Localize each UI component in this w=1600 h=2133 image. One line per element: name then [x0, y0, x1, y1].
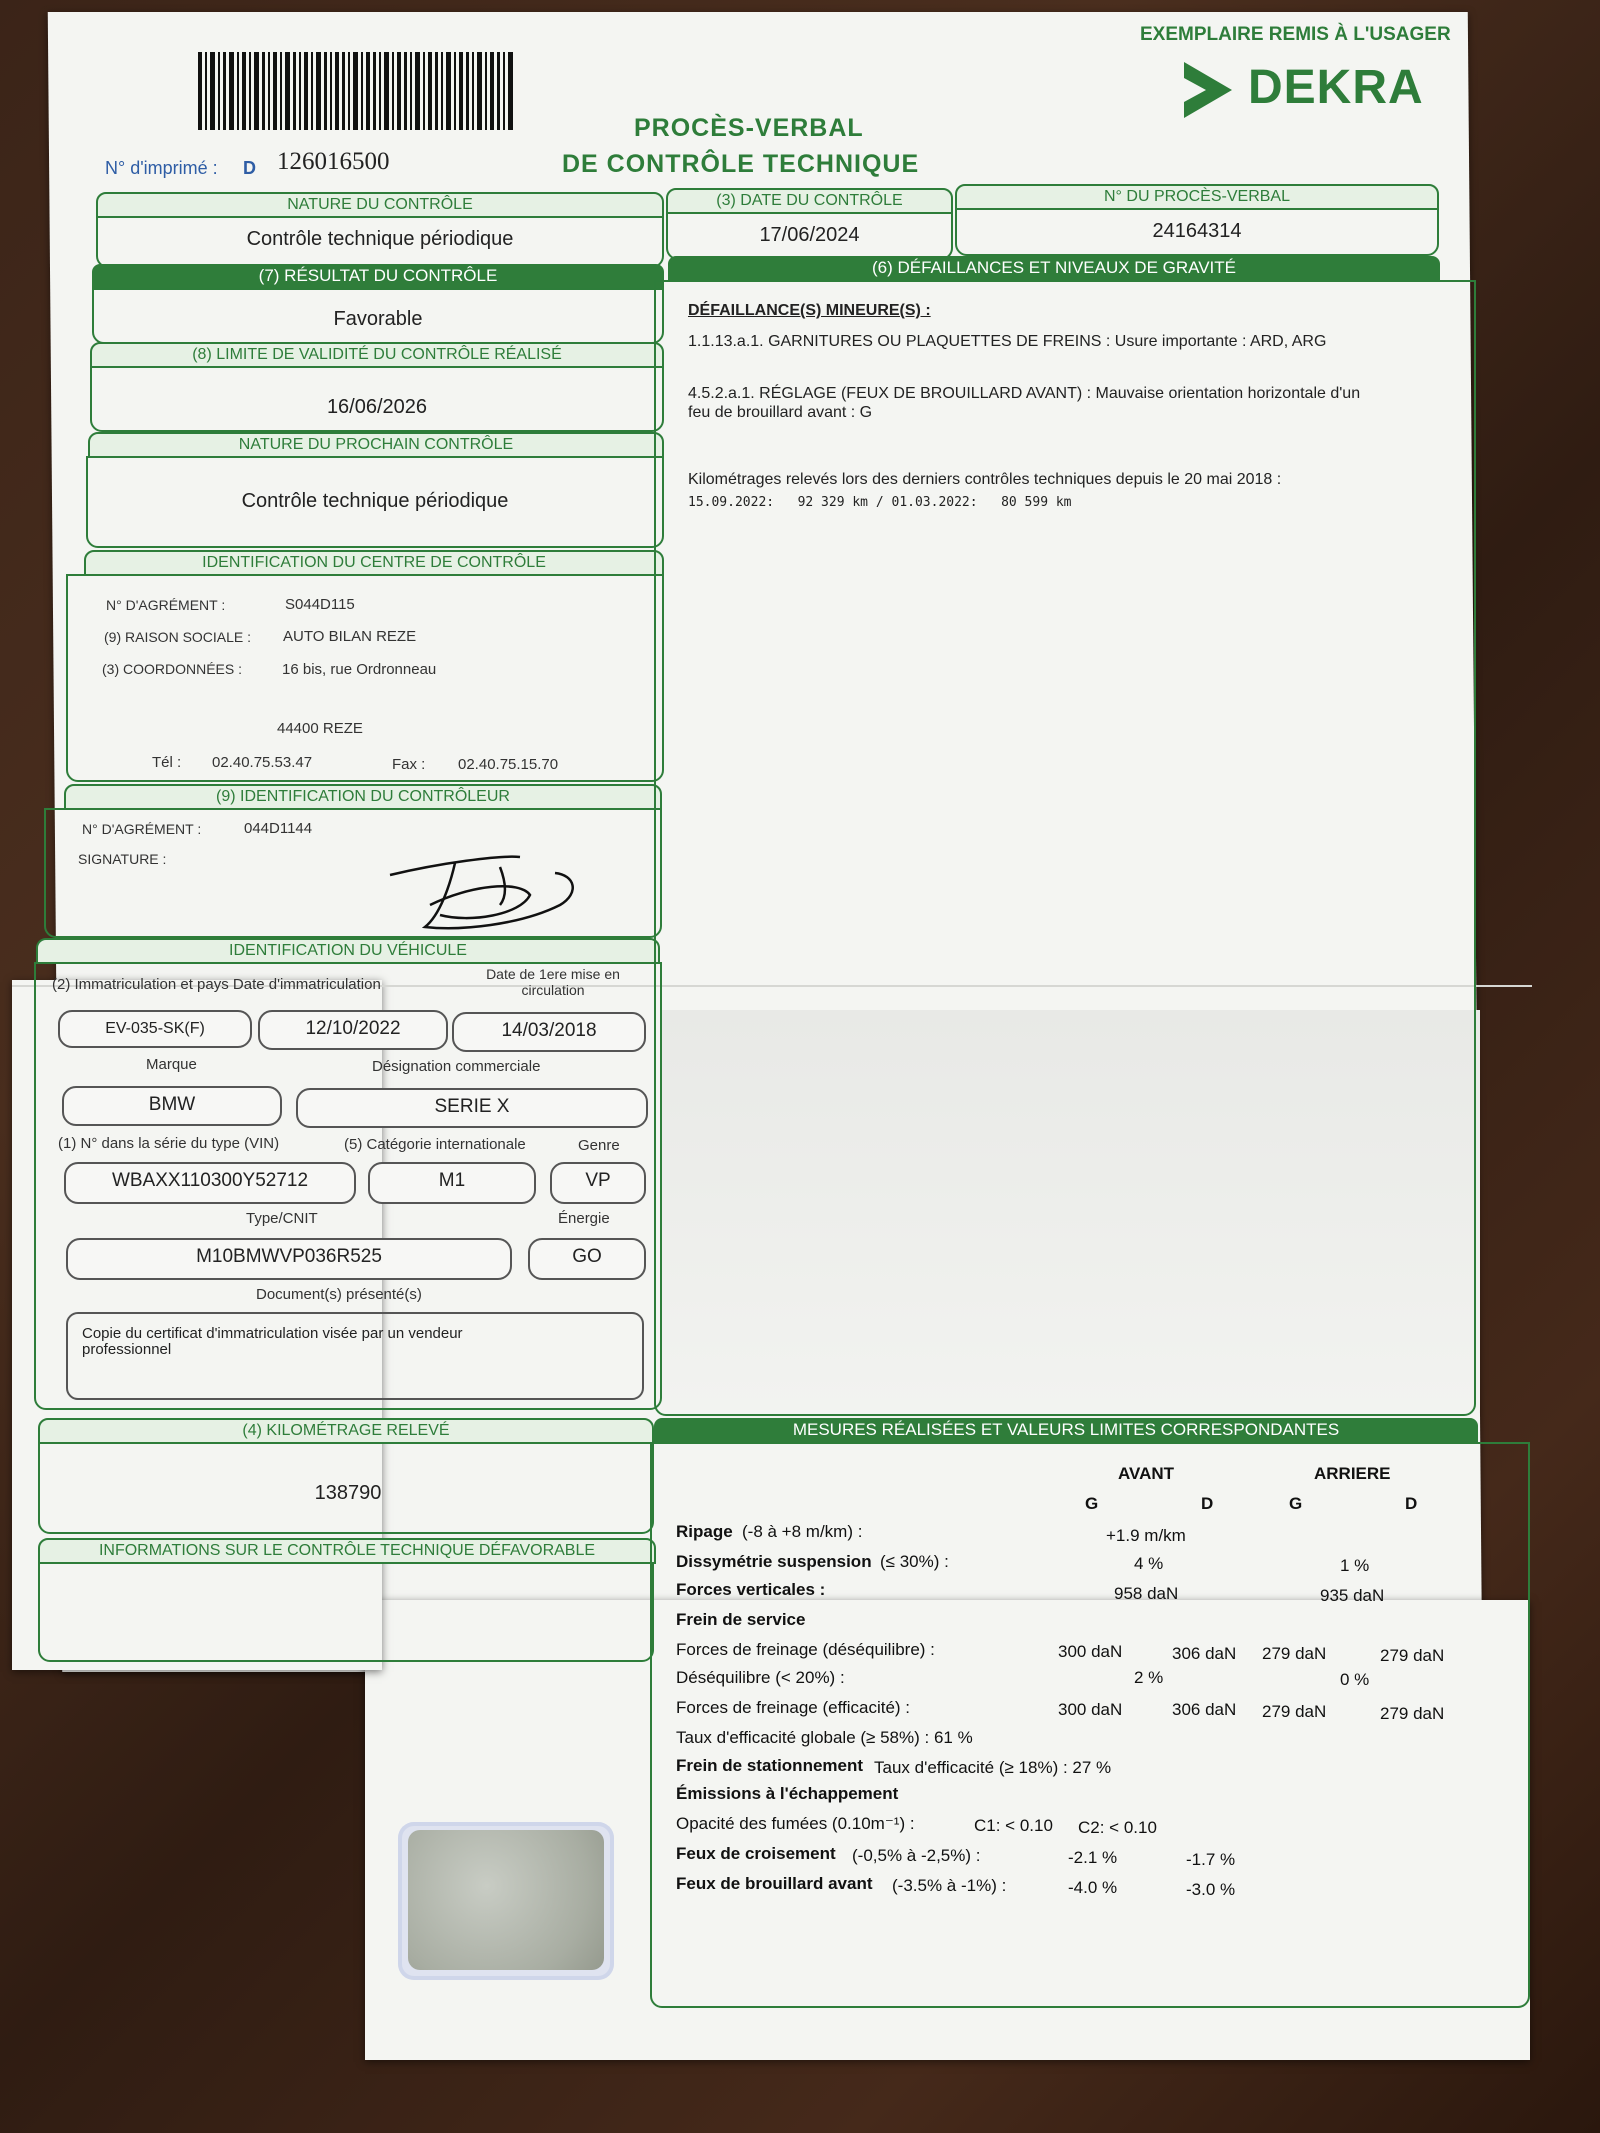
- ff-eff-4: 279 daN: [1380, 1704, 1445, 1723]
- date-header: (3) DATE DU CONTRÔLE: [666, 188, 953, 214]
- prochain-header: NATURE DU PROCHAIN CONTRÔLE: [88, 432, 664, 458]
- centre-agrement-label: N° D'AGRÉMENT :: [106, 597, 226, 613]
- ff-deseq-label: Forces de freinage (déséquilibre) :: [676, 1640, 935, 1659]
- marque-field: BMW: [62, 1086, 282, 1126]
- type-label: Type/CNIT: [246, 1210, 318, 1227]
- controleur-header: (9) IDENTIFICATION DU CONTRÔLEUR: [64, 784, 662, 810]
- barcode: [198, 52, 516, 130]
- nature-header: NATURE DU CONTRÔLE: [96, 192, 664, 218]
- croisement-label: Feux de croisement: [676, 1844, 836, 1863]
- docs-label: Document(s) présenté(s): [256, 1286, 422, 1303]
- defaillances-box: [654, 280, 1476, 1416]
- defaillances-header: (6) DÉFAILLANCES ET NIVEAUX DE GRAVITÉ: [668, 256, 1440, 280]
- pv-header: N° DU PROCÈS-VERBAL: [955, 184, 1439, 210]
- ripage-label: Ripage: [676, 1522, 733, 1541]
- docs-value: Copie du certificat d'immatriculation visée par un vendeur professionnel: [82, 1325, 463, 1358]
- defaillance-item-1: 1.1.13.a.1. GARNITURES OU PLAQUETTES DE FREINS : Usure importante : ARD, ARG: [688, 333, 1327, 350]
- date-value: 17/06/2024: [759, 224, 860, 246]
- defaillance-item-2: 4.5.2.a.1. RÉGLAGE (FEUX DE BROUILLARD AVANT) : Mauvaise orientation horizontale d'un feu de brouillard avant : G: [688, 385, 1361, 421]
- croisement-g: -2.1 %: [1068, 1848, 1118, 1867]
- ff-eff-3: 279 daN: [1262, 1702, 1327, 1721]
- dissym-label: Dissymétrie suspension: [676, 1552, 872, 1571]
- ff-deseq-4: 279 daN: [1380, 1646, 1445, 1665]
- doc-title-line1: PROCÈS-VERBAL: [634, 114, 864, 142]
- defaillances-heading: DÉFAILLANCE(S) MINEURE(S) :: [688, 302, 931, 319]
- ff-deseq-3: 279 daN: [1262, 1644, 1327, 1663]
- brouillard-g: -4.0 %: [1068, 1878, 1118, 1897]
- dissym-arriere: 1 %: [1340, 1556, 1370, 1575]
- imprime-prefix: D: [243, 158, 256, 178]
- centre-raison: AUTO BILAN REZE: [283, 628, 417, 645]
- deseq-label: Déséquilibre (< 20%) :: [676, 1668, 845, 1687]
- energie-field: GO: [528, 1238, 646, 1280]
- limite-value: 16/06/2026: [326, 396, 428, 418]
- genre-label: Genre: [578, 1137, 620, 1154]
- centre-coord-label: (3) COORDONNÉES :: [102, 661, 243, 677]
- ff-eff-label: Forces de freinage (efficacité) :: [676, 1698, 911, 1717]
- marque-label: Marque: [146, 1056, 197, 1073]
- nature-value: Contrôle technique périodique: [246, 228, 514, 250]
- centre-tel-label: Tél :: [152, 754, 182, 771]
- ff-deseq-1: 300 daN: [1058, 1642, 1123, 1661]
- dissym-avant: 4 %: [1134, 1554, 1164, 1573]
- categorie-field: M1: [368, 1162, 536, 1204]
- designation-field: SERIE X: [296, 1088, 648, 1128]
- centre-header: IDENTIFICATION DU CENTRE DE CONTRÔLE: [84, 550, 664, 576]
- opacite-label: Opacité des fumées (0.10m⁻¹) :: [676, 1814, 915, 1833]
- taux-efficacite: Taux d'efficacité globale (≥ 58%) : 61 %: [676, 1728, 973, 1747]
- croisement-limit: (-0,5% à -2,5%) :: [852, 1846, 981, 1865]
- fv-arriere: 935 daN: [1320, 1586, 1385, 1605]
- imprime-label: N° d'imprimé :: [105, 158, 218, 178]
- defavorable-header: INFORMATIONS SUR LE CONTRÔLE TECHNIQUE DÉFAVORABLE: [38, 1538, 656, 1564]
- ripage-limit: (-8 à +8 m/km) :: [742, 1522, 863, 1541]
- centre-fax-label: Fax :: [392, 756, 426, 773]
- limite-header: (8) LIMITE DE VALIDITÉ DU CONTRÔLE RÉALISÉ: [90, 342, 664, 368]
- prochain-value: Contrôle technique périodique: [241, 490, 509, 512]
- hologram-inner: [408, 1830, 604, 1970]
- date-mise-field: 14/03/2018: [452, 1012, 646, 1052]
- centre-fax: 02.40.75.15.70: [458, 756, 559, 773]
- exemplaire-label: EXEMPLAIRE REMIS À L'USAGER: [1140, 24, 1451, 45]
- immat-label: (2) Immatriculation et pays Date d'immatriculation: [52, 976, 381, 993]
- centre-tel: 02.40.75.53.47: [212, 754, 313, 771]
- centre-ville: 44400 REZE: [277, 720, 363, 737]
- resultat-header: (7) RÉSULTAT DU CONTRÔLE: [92, 264, 664, 288]
- avant-header: AVANT: [1118, 1464, 1175, 1483]
- opacite-c1: C1: < 0.10: [974, 1816, 1053, 1835]
- date-immat-field: 12/10/2022: [258, 1010, 448, 1050]
- ff-eff-2: 306 daN: [1172, 1700, 1237, 1719]
- opacite-c2: C2: < 0.10: [1078, 1818, 1157, 1837]
- croisement-d: -1.7 %: [1186, 1850, 1236, 1869]
- defavorable-box: [38, 1562, 654, 1662]
- ripage-value: +1.9 m/km: [1106, 1526, 1186, 1545]
- col-arriere-g: G: [1289, 1494, 1303, 1513]
- controleur-agrement: 044D1144: [244, 820, 313, 837]
- categorie-label: (5) Catégorie internationale: [344, 1136, 526, 1153]
- centre-adresse: 16 bis, rue Ordronneau: [282, 661, 437, 678]
- mise-label: Date de 1ere mise en circulation: [486, 966, 620, 998]
- vehicule-header: IDENTIFICATION DU VÉHICULE: [36, 938, 660, 964]
- resultat-value: Favorable: [333, 308, 423, 330]
- deseq-avant: 2 %: [1134, 1668, 1164, 1687]
- brouillard-label: Feux de brouillard avant: [676, 1874, 873, 1893]
- dekra-logo-icon: [1180, 58, 1236, 122]
- brand-name: DEKRA: [1248, 61, 1424, 114]
- doc-title-line2: DE CONTRÔLE TECHNIQUE: [562, 150, 920, 178]
- brouillard-limit: (-3.5% à -1%) :: [892, 1876, 1007, 1895]
- brouillard-d: -3.0 %: [1186, 1880, 1236, 1899]
- signature: [380, 845, 620, 935]
- controleur-signature-label: SIGNATURE :: [78, 851, 167, 867]
- mesures-header: MESURES RÉALISÉES ET VALEURS LIMITES CORRESPONDANTES: [654, 1418, 1478, 1442]
- type-field: M10BMWVP036R525: [66, 1238, 512, 1280]
- col-avant-g: G: [1085, 1494, 1099, 1513]
- km-history: 15.09.2022: 92 329 km / 01.03.2022: 80 599 km: [688, 495, 1072, 510]
- col-avant-d: D: [1201, 1494, 1214, 1513]
- vin-field: WBAXX110300Y52712: [64, 1162, 356, 1204]
- fv-label: Forces verticales :: [676, 1580, 826, 1599]
- frein-service-label: Frein de service: [676, 1610, 806, 1629]
- centre-agrement: S044D115: [285, 596, 355, 613]
- fv-avant: 958 daN: [1114, 1584, 1179, 1603]
- centre-raison-label: (9) RAISON SOCIALE :: [104, 629, 252, 645]
- pv-value: 24164314: [1152, 220, 1242, 242]
- emissions-label: Émissions à l'échappement: [676, 1784, 899, 1803]
- immat-field: EV-035-SK(F): [58, 1010, 252, 1048]
- km-value: 138790: [314, 1482, 382, 1504]
- km-note: Kilométrages relevés lors des derniers contrôles techniques depuis le 20 mai 2018 :: [688, 471, 1282, 488]
- genre-field: VP: [550, 1162, 646, 1204]
- deseq-arriere: 0 %: [1340, 1670, 1370, 1689]
- col-arriere-d: D: [1405, 1494, 1418, 1513]
- controleur-agrement-label: N° D'AGRÉMENT :: [82, 821, 202, 837]
- dissym-limit: (≤ 30%) :: [880, 1552, 949, 1571]
- imprime-number: 126016500: [277, 148, 390, 175]
- stationnement-label: Frein de stationnement: [676, 1756, 864, 1775]
- vin-label: (1) N° dans la série du type (VIN): [58, 1135, 280, 1152]
- ff-eff-1: 300 daN: [1058, 1700, 1123, 1719]
- energie-label: Énergie: [558, 1210, 610, 1227]
- arriere-header: ARRIERE: [1314, 1464, 1391, 1483]
- km-header: (4) KILOMÉTRAGE RELEVÉ: [38, 1418, 654, 1444]
- designation-label: Désignation commerciale: [372, 1058, 541, 1075]
- ff-deseq-2: 306 daN: [1172, 1644, 1237, 1663]
- stationnement-value: Taux d'efficacité (≥ 18%) : 27 %: [874, 1758, 1112, 1777]
